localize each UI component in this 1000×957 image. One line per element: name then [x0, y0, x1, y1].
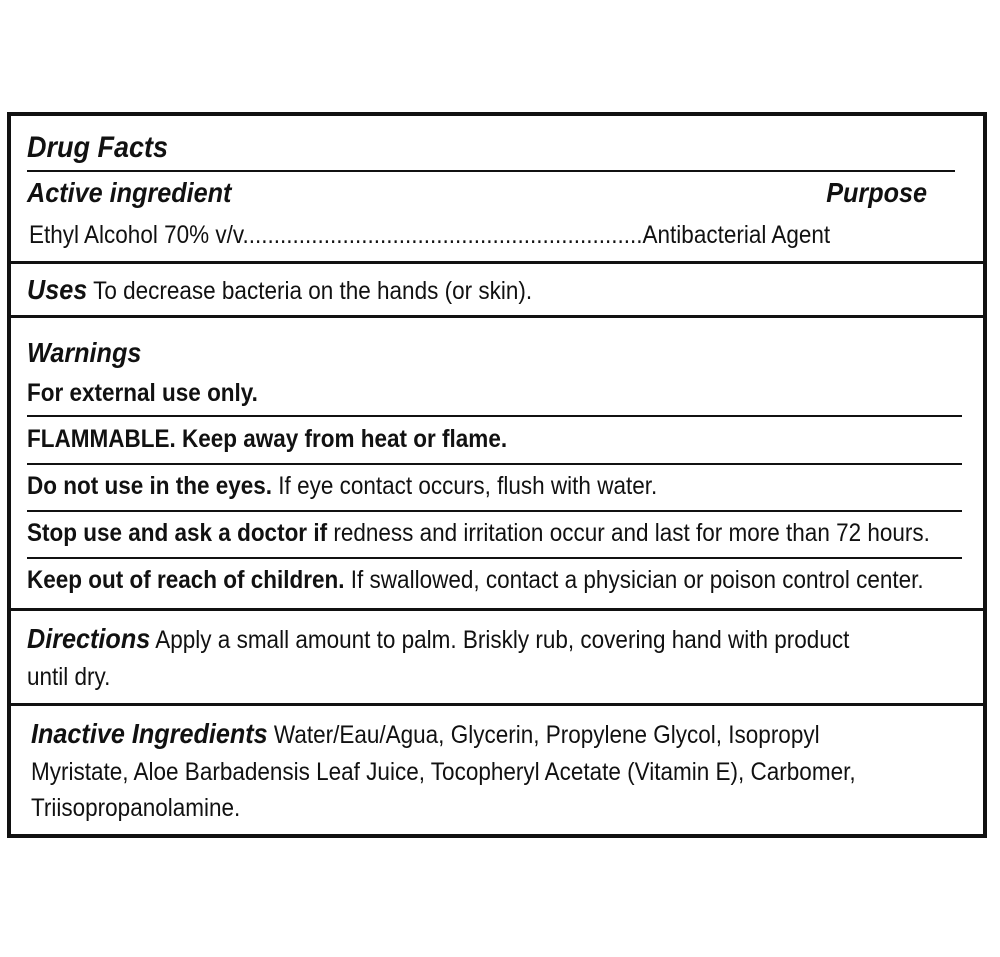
- inactive-heading: Inactive Ingredients: [31, 718, 268, 749]
- directions-heading: Directions: [27, 623, 151, 654]
- inactive-text-2: Myristate, Aloe Barbadensis Leaf Juice, Tocopheryl Acetate (Vitamin E), Carbomer,: [31, 758, 856, 786]
- active-ingredient-name: Ethyl Alcohol 70% v/v: [29, 221, 243, 249]
- warning-external: For external use only.: [27, 379, 258, 407]
- directions-text-1: Apply a small amount to palm. Briskly rub, covering hand with product: [155, 626, 850, 654]
- directions-line1: [27, 624, 849, 655]
- divider-uses: [11, 315, 983, 318]
- divider-active: [11, 261, 983, 264]
- drug-facts-panel: [7, 112, 987, 838]
- warning-stop-text: redness and irritation occur and last for more than 72 hours.: [333, 519, 930, 547]
- warning-flammable: FLAMMABLE. Keep away from heat or flame.: [27, 425, 508, 453]
- uses-heading: Uses: [27, 274, 88, 305]
- warning-eyes: [27, 471, 657, 501]
- divider-directions: [11, 703, 983, 706]
- active-ingredient-purpose: Antibacterial Agent: [642, 221, 831, 249]
- active-ingredient-heading: Active ingredient: [27, 177, 232, 208]
- purpose-heading: Purpose: [826, 177, 927, 208]
- uses-line: [27, 275, 532, 306]
- warning-stop-bold: Stop use and ask a doctor if: [27, 519, 328, 547]
- warning-children-text: If swallowed, contact a physician or poison control center.: [350, 566, 924, 594]
- warning-eyes-text: If eye contact occurs, flush with water.: [278, 472, 658, 500]
- uses-text: To decrease bacteria on the hands (or skin).: [93, 277, 533, 305]
- leader-dots: ................................................................: [242, 221, 643, 249]
- drug-facts-title: Drug Facts: [27, 131, 169, 164]
- directions-text-2: until dry.: [27, 663, 111, 691]
- divider-warnings: [11, 608, 983, 611]
- warning-children: [27, 565, 924, 595]
- inactive-text-1: Water/Eau/Agua, Glycerin, Propylene Glycol, Isopropyl: [273, 721, 820, 749]
- inactive-line1: [31, 719, 820, 750]
- divider-flammable: [27, 463, 962, 465]
- warning-stop-use: [27, 518, 930, 548]
- divider-stop: [27, 557, 962, 559]
- warning-children-bold: Keep out of reach of children.: [27, 566, 345, 594]
- warning-eyes-bold: Do not use in the eyes.: [27, 472, 273, 500]
- inactive-text-3: Triisopropanolamine.: [31, 794, 241, 822]
- divider-external: [27, 415, 962, 417]
- title-underline: [27, 170, 955, 172]
- active-ingredient-line: [29, 220, 830, 250]
- warnings-heading: Warnings: [27, 337, 142, 368]
- divider-eyes: [27, 510, 962, 512]
